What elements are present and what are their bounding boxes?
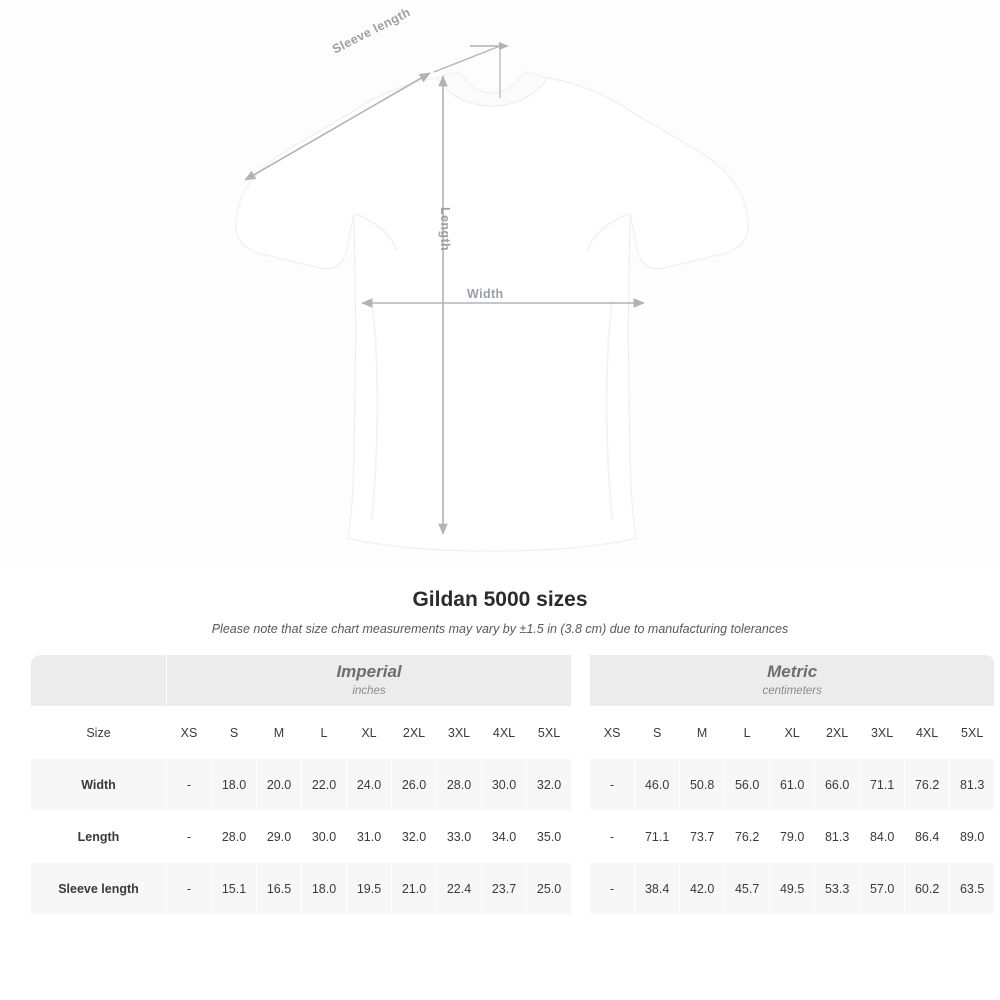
system-header-row bbox=[31, 655, 995, 707]
cell-sleeve-metric-5xl: 63.5 bbox=[950, 863, 995, 915]
size-header-metric-3xl: 3XL bbox=[860, 707, 905, 759]
cell-width-imperial-xl: 24.0 bbox=[347, 759, 392, 811]
cell-length-metric-l: 76.2 bbox=[725, 811, 770, 863]
size-table-wrapper bbox=[30, 654, 985, 915]
row-label-length: Length bbox=[31, 811, 167, 863]
row-label-sleeve-length: Sleeve length bbox=[31, 863, 167, 915]
size-header-metric-m: M bbox=[680, 707, 725, 759]
cell-width-metric-xl: 61.0 bbox=[770, 759, 815, 811]
cell-length-imperial-l: 30.0 bbox=[302, 811, 347, 863]
length-label: Length bbox=[438, 207, 452, 252]
size-header-imperial-xl: XL bbox=[347, 707, 392, 759]
tolerance-note: Please note that size chart measurements may vary by ±1.5 in (3.8 cm) due to manufacturing tolerances bbox=[211, 622, 789, 636]
page-title: Gildan 5000 sizes bbox=[412, 588, 588, 611]
size-header-metric-5xl: 5XL bbox=[950, 707, 995, 759]
size-header-imperial-3xl: 3XL bbox=[437, 707, 482, 759]
size-header-label: Size bbox=[31, 707, 167, 759]
cell-width-metric-m: 50.8 bbox=[680, 759, 725, 811]
cell-length-imperial-xs: - bbox=[167, 811, 212, 863]
size-header-metric-2xl: 2XL bbox=[815, 707, 860, 759]
table-row bbox=[31, 759, 995, 811]
cell-sleeve-imperial-m: 16.5 bbox=[257, 863, 302, 915]
cell-width-metric-xs: - bbox=[590, 759, 635, 811]
cell-sleeve-imperial-4xl: 23.7 bbox=[482, 863, 527, 915]
cell-sleeve-metric-xl: 49.5 bbox=[770, 863, 815, 915]
size-header-metric-xl: XL bbox=[770, 707, 815, 759]
size-header-row bbox=[31, 707, 995, 759]
system-metric-unit: centimeters bbox=[762, 684, 822, 697]
cell-width-imperial-3xl: 28.0 bbox=[437, 759, 482, 811]
cell-sleeve-imperial-5xl: 25.0 bbox=[527, 863, 572, 915]
cell-length-metric-s: 71.1 bbox=[635, 811, 680, 863]
cell-sleeve-metric-4xl: 60.2 bbox=[905, 863, 950, 915]
cell-length-imperial-2xl: 32.0 bbox=[392, 811, 437, 863]
cell-sleeve-metric-3xl: 57.0 bbox=[860, 863, 905, 915]
cell-sleeve-metric-m: 42.0 bbox=[680, 863, 725, 915]
size-header-gap bbox=[572, 707, 590, 759]
tshirt-shape bbox=[236, 72, 749, 551]
cell-width-imperial-m: 20.0 bbox=[257, 759, 302, 811]
row-gap-sleeve bbox=[572, 863, 590, 915]
cell-width-imperial-s: 18.0 bbox=[212, 759, 257, 811]
cell-sleeve-imperial-2xl: 21.0 bbox=[392, 863, 437, 915]
title-block bbox=[0, 588, 1000, 636]
size-header-imperial-5xl: 5XL bbox=[527, 707, 572, 759]
cell-length-metric-3xl: 84.0 bbox=[860, 811, 905, 863]
cell-sleeve-metric-xs: - bbox=[590, 863, 635, 915]
size-header-imperial-2xl: 2XL bbox=[392, 707, 437, 759]
system-imperial-unit: inches bbox=[352, 684, 386, 697]
system-imperial-name: Imperial bbox=[336, 661, 402, 681]
size-header-imperial-4xl: 4XL bbox=[482, 707, 527, 759]
cell-sleeve-metric-s: 38.4 bbox=[635, 863, 680, 915]
size-header-imperial-m: M bbox=[257, 707, 302, 759]
cell-length-metric-4xl: 86.4 bbox=[905, 811, 950, 863]
cell-length-imperial-5xl: 35.0 bbox=[527, 811, 572, 863]
cell-width-metric-5xl: 81.3 bbox=[950, 759, 995, 811]
row-gap-length bbox=[572, 811, 590, 863]
table-row bbox=[31, 863, 995, 915]
cell-length-imperial-s: 28.0 bbox=[212, 811, 257, 863]
cell-sleeve-imperial-s: 15.1 bbox=[212, 863, 257, 915]
cell-length-imperial-m: 29.0 bbox=[257, 811, 302, 863]
cell-width-metric-s: 46.0 bbox=[635, 759, 680, 811]
cell-length-metric-xs: - bbox=[590, 811, 635, 863]
cell-sleeve-metric-2xl: 53.3 bbox=[815, 863, 860, 915]
cell-width-metric-l: 56.0 bbox=[725, 759, 770, 811]
system-gap-cell bbox=[572, 655, 590, 707]
system-imperial bbox=[167, 655, 572, 707]
size-header-imperial-s: S bbox=[212, 707, 257, 759]
cell-width-metric-2xl: 66.0 bbox=[815, 759, 860, 811]
cell-width-imperial-2xl: 26.0 bbox=[392, 759, 437, 811]
size-header-imperial-xs: XS bbox=[167, 707, 212, 759]
cell-sleeve-imperial-l: 18.0 bbox=[302, 863, 347, 915]
size-header-metric-xs: XS bbox=[590, 707, 635, 759]
cell-sleeve-imperial-xl: 19.5 bbox=[347, 863, 392, 915]
system-metric bbox=[590, 655, 995, 707]
size-header-imperial-l: L bbox=[302, 707, 347, 759]
cell-length-imperial-3xl: 33.0 bbox=[437, 811, 482, 863]
cell-length-imperial-xl: 31.0 bbox=[347, 811, 392, 863]
cell-length-metric-xl: 79.0 bbox=[770, 811, 815, 863]
cell-length-metric-5xl: 89.0 bbox=[950, 811, 995, 863]
cell-width-imperial-l: 22.0 bbox=[302, 759, 347, 811]
cell-width-imperial-4xl: 30.0 bbox=[482, 759, 527, 811]
cell-sleeve-imperial-xs: - bbox=[167, 863, 212, 915]
system-corner-cell bbox=[31, 655, 167, 707]
size-header-metric-s: S bbox=[635, 707, 680, 759]
cell-sleeve-imperial-3xl: 22.4 bbox=[437, 863, 482, 915]
system-metric-name: Metric bbox=[767, 661, 818, 681]
cell-width-imperial-xs: - bbox=[167, 759, 212, 811]
width-label: Width bbox=[467, 287, 504, 301]
table-row bbox=[31, 811, 995, 863]
cell-width-metric-3xl: 71.1 bbox=[860, 759, 905, 811]
cell-length-imperial-4xl: 34.0 bbox=[482, 811, 527, 863]
size-header-metric-l: L bbox=[725, 707, 770, 759]
sleeve-length-label: Sleeve length bbox=[330, 5, 413, 57]
cell-length-metric-2xl: 81.3 bbox=[815, 811, 860, 863]
size-table bbox=[30, 654, 995, 915]
shoulder-guide-line bbox=[434, 46, 500, 72]
size-header-metric-4xl: 4XL bbox=[905, 707, 950, 759]
cell-width-imperial-5xl: 32.0 bbox=[527, 759, 572, 811]
row-label-width: Width bbox=[31, 759, 167, 811]
cell-sleeve-metric-l: 45.7 bbox=[725, 863, 770, 915]
row-gap-width bbox=[572, 759, 590, 811]
cell-length-metric-m: 73.7 bbox=[680, 811, 725, 863]
cell-width-metric-4xl: 76.2 bbox=[905, 759, 950, 811]
